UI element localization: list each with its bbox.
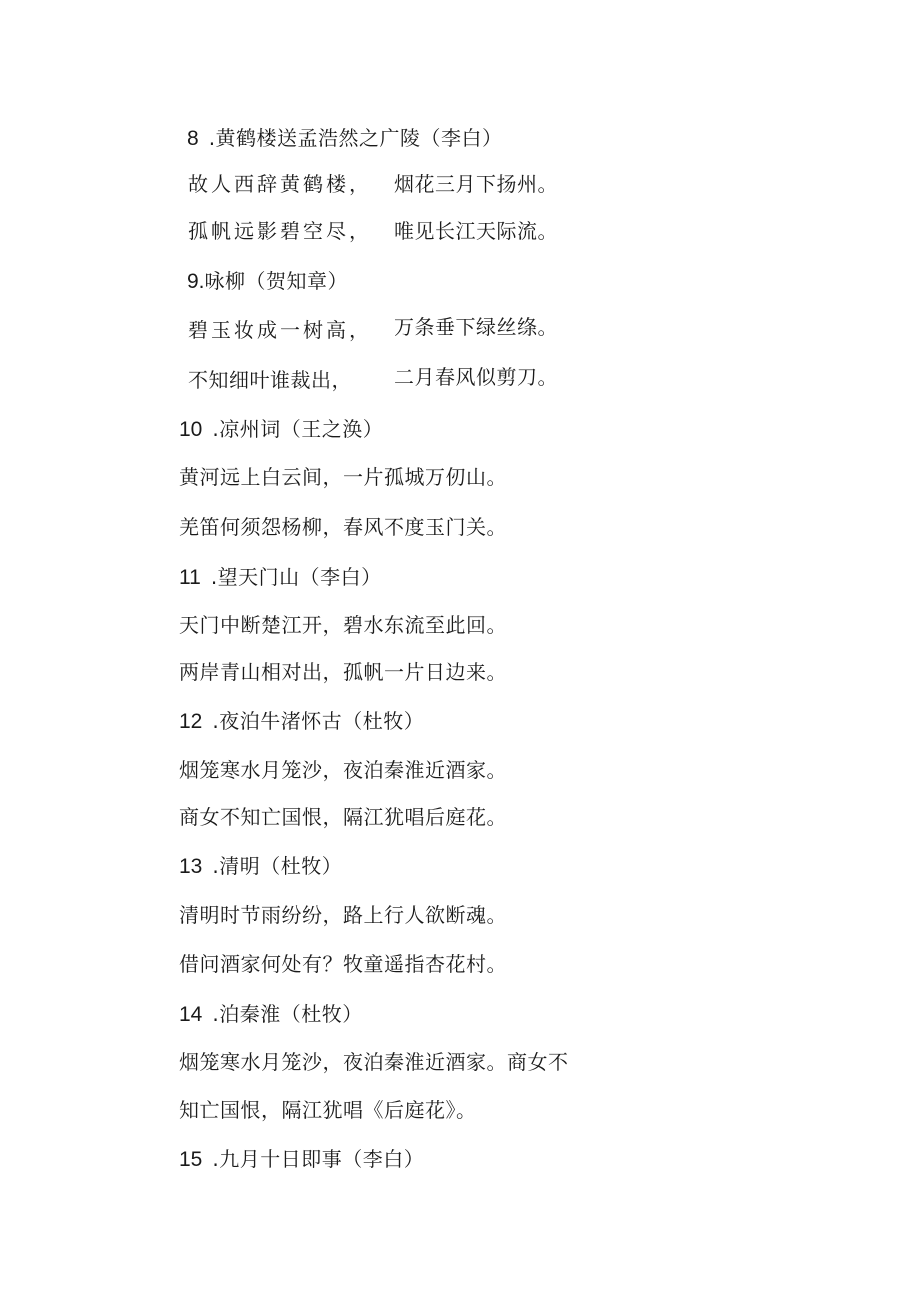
poem-title: .清明（杜牧） bbox=[212, 854, 343, 878]
poem-12-line-2: 商女不知亡国恨，隔江犹唱后庭花。 bbox=[179, 805, 507, 829]
poem-8-line-1a: 故人西辞黄鹤楼， bbox=[188, 172, 372, 196]
poem-10-line-2: 羌笛何须怨杨柳，春风不度玉门关。 bbox=[179, 515, 507, 539]
poem-number: 15 bbox=[179, 1148, 203, 1171]
poem-title: .望天门山（李白） bbox=[210, 565, 382, 589]
poem-9-line-1a: 碧玉妆成一树高， bbox=[188, 318, 372, 342]
poem-13-heading bbox=[179, 853, 342, 880]
poem-15-heading bbox=[179, 1146, 424, 1173]
poem-8-heading bbox=[187, 125, 503, 152]
poem-number: 13 bbox=[179, 855, 203, 878]
poem-number: 14 bbox=[179, 1003, 203, 1026]
poem-13-line-1: 清明时节雨纷纷，路上行人欲断魂。 bbox=[179, 903, 507, 927]
poem-number: 9. bbox=[187, 270, 205, 293]
poem-12-line-1: 烟笼寒水月笼沙，夜泊秦淮近酒家。 bbox=[179, 758, 507, 782]
poem-14-line-2: 知亡国恨，隔江犹唱《后庭花》。 bbox=[179, 1098, 477, 1122]
poem-number: 8 bbox=[187, 127, 199, 150]
poem-10-heading bbox=[179, 416, 383, 443]
poem-title: .九月十日即事（李白） bbox=[212, 1147, 425, 1171]
poem-13-line-2: 借问酒家何处有？牧童遥指杏花村。 bbox=[179, 952, 507, 976]
poem-8-line-2b: 唯见长江天际流。 bbox=[394, 219, 558, 243]
poem-9-line-2b: 二月春风似剪刀。 bbox=[394, 365, 558, 389]
poem-9-line-1b: 万条垂下绿丝绦。 bbox=[394, 315, 558, 339]
poem-title: 咏柳（贺知章） bbox=[204, 269, 349, 293]
poem-12-heading bbox=[179, 708, 424, 735]
poem-8-line-2a: 孤帆远影碧空尽， bbox=[188, 219, 372, 243]
poem-11-line-1: 天门中断楚江开，碧水东流至此回。 bbox=[179, 613, 507, 637]
poem-number: 11 bbox=[179, 566, 201, 589]
poem-title: .黄鹤楼送孟浩然之广陵（李白） bbox=[208, 126, 503, 150]
poem-number: 10 bbox=[179, 418, 203, 441]
poem-9-heading bbox=[187, 268, 348, 295]
poem-title: .凉州词（王之涣） bbox=[212, 417, 384, 441]
poem-title: .夜泊牛渚怀古（杜牧） bbox=[212, 709, 425, 733]
poem-14-line-1: 烟笼寒水月笼沙，夜泊秦淮近酒家。商女不 bbox=[179, 1050, 569, 1074]
poem-title: .泊秦淮（杜牧） bbox=[212, 1002, 363, 1026]
poem-10-line-1: 黄河远上白云间，一片孤城万仞山。 bbox=[179, 465, 507, 489]
poem-11-line-2: 两岸青山相对出，孤帆一片日边来。 bbox=[179, 660, 507, 684]
poem-number: 12 bbox=[179, 710, 203, 733]
poem-14-heading bbox=[179, 1001, 363, 1028]
poem-8-line-1b: 烟花三月下扬州。 bbox=[394, 172, 558, 196]
poem-11-heading bbox=[179, 564, 382, 591]
poem-9-line-2a: 不知细叶谁裁出， bbox=[188, 368, 352, 392]
